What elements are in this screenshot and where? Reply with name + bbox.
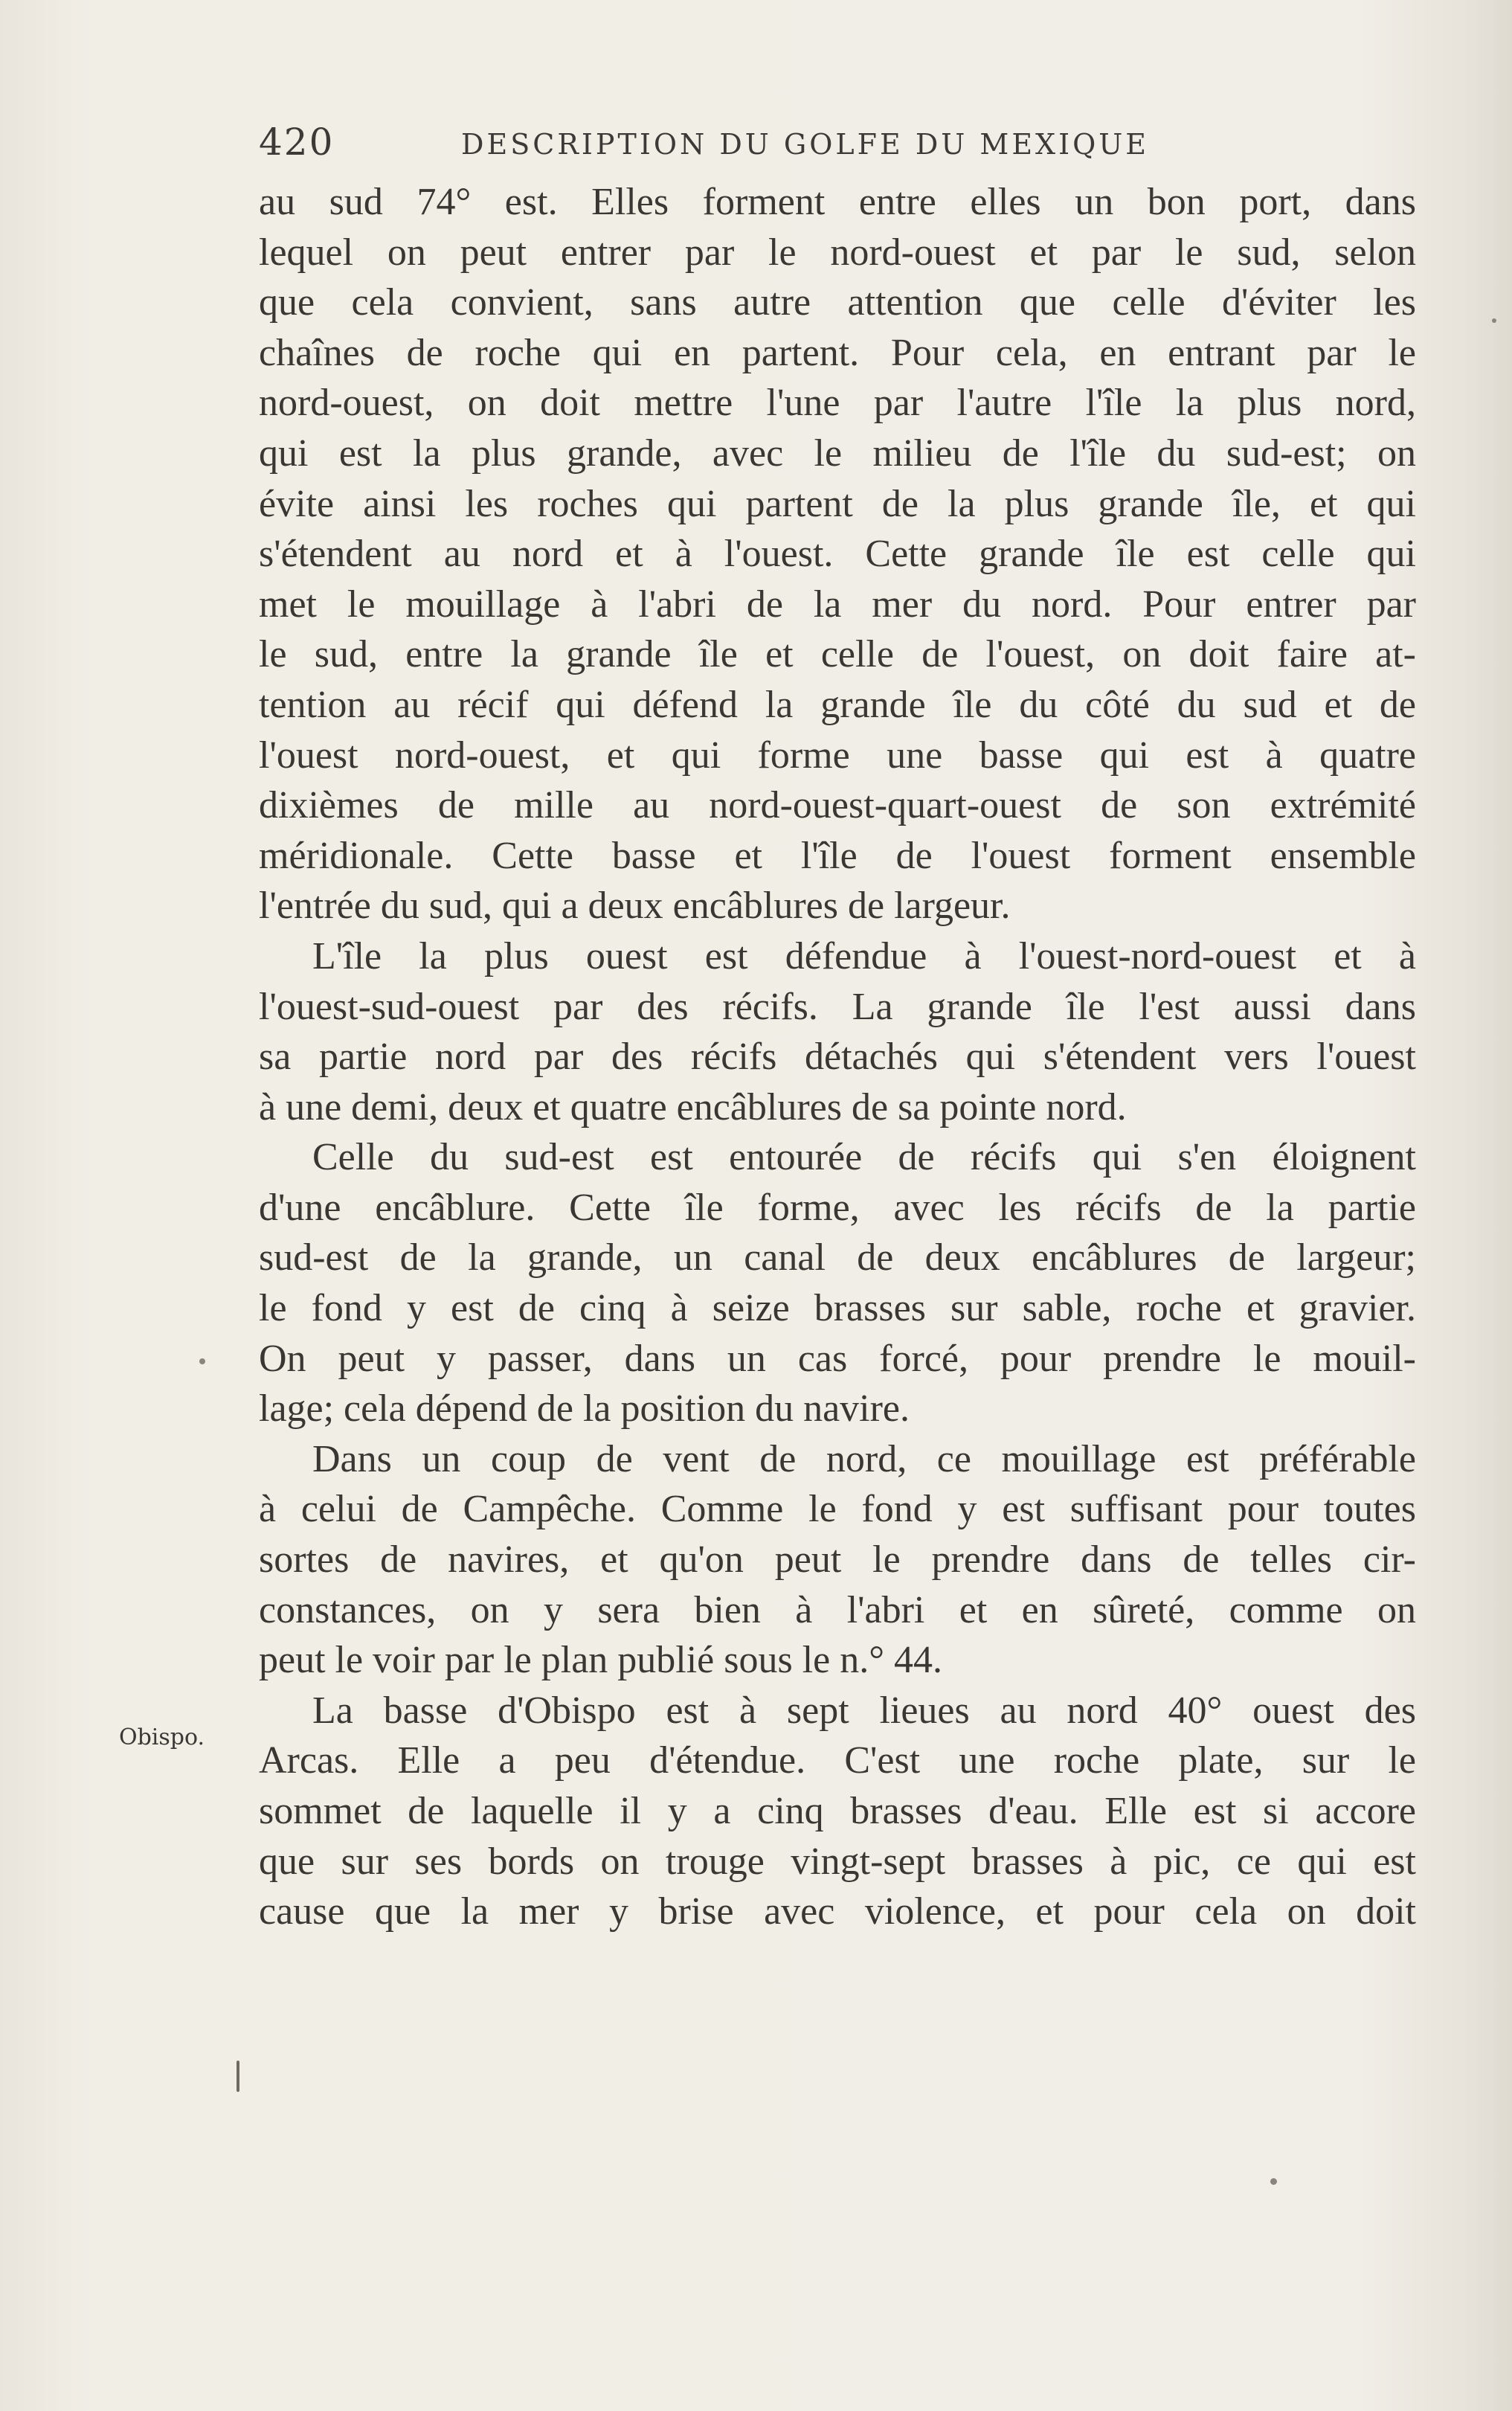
text-line: le fond y est de cinq à seize brasses sur sable, roche et gravier. xyxy=(259,1287,1416,1330)
text-line: d'une encâblure. Cette île forme, avec les récifs de la partie xyxy=(259,1186,1416,1229)
text-line: s'étendent au nord et à l'ouest. Cette grande île est celle qui xyxy=(259,533,1416,576)
text-line: sud-est de la grande, un canal de deux encâblures de largeur; xyxy=(259,1236,1416,1280)
text-line: méridionale. Cette basse et l'île de l'ouest forment ensemble xyxy=(259,834,1416,877)
page-number: 420 xyxy=(259,121,335,164)
text-line: l'ouest-sud-ouest par des récifs. La grande île l'est aussi dans xyxy=(259,985,1416,1028)
text-line: l'entrée du sud, qui a deux encâblures de largeur. xyxy=(259,885,1011,928)
text-line: sortes de navires, et qu'on peut le prendre dans de telles cir- xyxy=(259,1538,1416,1582)
body-text xyxy=(259,177,1416,1937)
text-line: lage; cela dépend de la position du navire. xyxy=(259,1387,910,1431)
paper-speck xyxy=(1270,2178,1277,2185)
text-line: cause que la mer y brise avec violence, et pour cela on doit xyxy=(259,1890,1416,1933)
text-line: le sud, entre la grande île et celle de l'ouest, on doit faire at- xyxy=(259,633,1416,676)
text-line: met le mouillage à l'abri de la mer du nord. Pour entrer par xyxy=(259,582,1416,626)
text-line: que cela convient, sans autre attention que celle d'éviter les xyxy=(259,281,1416,324)
text-line: sa partie nord par des récifs détachés qui s'étendent vers l'ouest xyxy=(259,1036,1416,1079)
text-line: peut le voir par le plan publié sous le n.° 44. xyxy=(259,1639,943,1682)
text-line: l'ouest nord-ouest, et qui forme une basse qui est à quatre xyxy=(259,733,1416,777)
text-line: Arcas. Elle a peu d'étendue. C'est une roche plate, sur le xyxy=(259,1739,1416,1782)
running-title: DESCRIPTION DU GOLFE DU MEXIQUE xyxy=(461,128,1150,161)
text-line: tention au récif qui défend la grande île du côté du sud et de xyxy=(259,683,1416,726)
paper-speck xyxy=(237,2061,239,2092)
text-line: qui est la plus grande, avec le milieu de l'île du sud-est; on xyxy=(259,431,1416,475)
text-line: dixièmes de mille au nord-ouest-quart-ouest de son extrémité xyxy=(259,784,1416,827)
text-line: à une demi, deux et quatre encâblures de sa pointe nord. xyxy=(259,1085,1127,1129)
text-line: Dans un coup de vent de nord, ce mouillage est préférable xyxy=(312,1437,1416,1480)
text-line: chaînes de roche qui en partent. Pour cela, en entrant par le xyxy=(259,331,1416,374)
text-line: L'île la plus ouest est défendue à l'ouest-nord-ouest et à xyxy=(312,934,1416,977)
page-header xyxy=(259,118,1226,170)
margin-note: Obispo. xyxy=(119,1724,205,1750)
text-line: que sur ses bords on trouge vingt-sept brasses à pic, ce qui est xyxy=(259,1840,1416,1883)
paper-speck xyxy=(1492,318,1496,323)
text-line: évite ainsi les roches qui partent de la plus grande île, et qui xyxy=(259,482,1416,525)
text-line: lequel on peut entrer par le nord-ouest et par le sud, selon xyxy=(259,231,1416,274)
paper-speck xyxy=(199,1358,205,1364)
text-line: nord-ouest, on doit mettre l'une par l'autre l'île la plus nord, xyxy=(259,382,1416,425)
text-line: constances, on y sera bien à l'abri et en sûreté, comme on xyxy=(259,1588,1416,1631)
text-line: sommet de laquelle il y a cinq brasses d'eau. Elle est si accore xyxy=(259,1790,1416,1832)
text-line: à celui de Campêche. Comme le fond y est suffisant pour toutes xyxy=(259,1488,1416,1531)
text-line: au sud 74° est. Elles forment entre elles un bon port, dans xyxy=(259,181,1416,223)
text-line: Celle du sud-est est entourée de récifs qui s'en éloignent xyxy=(312,1136,1416,1179)
text-line: On peut y passer, dans un cas forcé, pour prendre le mouil- xyxy=(259,1337,1416,1380)
text-line: La basse d'Obispo est à sept lieues au nord 40° ouest des xyxy=(312,1689,1416,1732)
